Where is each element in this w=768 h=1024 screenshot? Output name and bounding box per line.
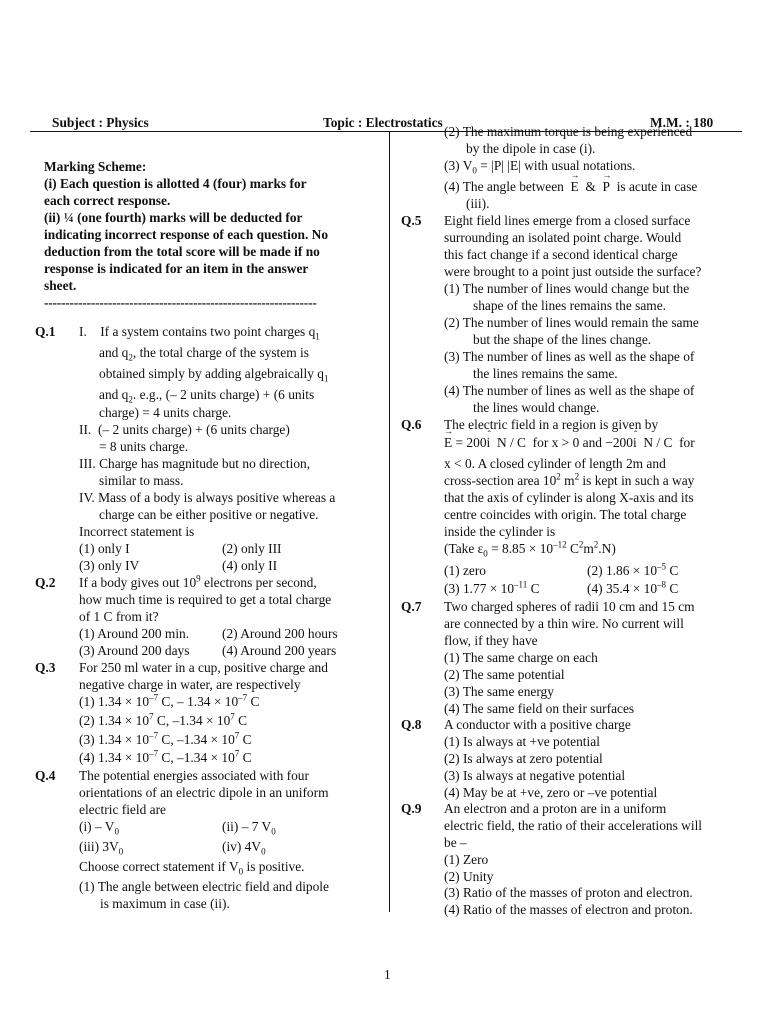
q5-option-1: shape of the lines remains the same. (473, 298, 666, 313)
q4-energy-i: $(i) - V_0$ (79, 819, 119, 837)
q4-option-3: (3) $V_0 = |P|$ |E| with usual notations. (444, 158, 636, 176)
q9-text: electric field, the ratio of their accelerations will (444, 818, 703, 833)
q4-energy-iv: (iv) $4V_0$ (222, 839, 266, 857)
q7-text: Two charged spheres of radii 10 cm and 15 cm (444, 599, 695, 614)
marking-line: sheet. (44, 278, 77, 293)
q1-statement-i: and $q_2$, the total charge of the system is (99, 345, 309, 363)
q7-option-3: (3) The same energy (444, 684, 554, 699)
q9-option-4: (4) Ratio of the masses of electron and proton. (444, 902, 693, 917)
q5-option-4: (4) The number of lines as well as the shape of (444, 383, 695, 398)
q6-option-1: (1) zero (444, 563, 487, 578)
max-marks-label: M.M. : 180 (650, 115, 714, 130)
q9-option-2: (2) Unity (444, 869, 494, 884)
q1-option-2: (2) only III (222, 541, 282, 556)
q8-option-3: (3) Is always at negative potential (444, 768, 626, 783)
q6-text: centre coincides with origin. The total charge (444, 507, 687, 522)
q2-text: of 1 C from it? (79, 609, 159, 624)
q6-option-3: (3) $1.77 \times 10^{-11}$ C (444, 579, 540, 596)
q3-text: For 250 ml water in a cup, positive charge and (79, 660, 328, 675)
q6-text: that the axis of cylinder is along X-axis and its (444, 490, 694, 505)
q6-text: inside the cylinder is (444, 524, 556, 539)
q1-ask: Incorrect statement is (79, 524, 195, 539)
q2-option-3: (3) Around 200 days (79, 643, 190, 658)
q7-text: flow, if they have (444, 633, 538, 648)
q2-text: how much time is required to get a total charge (79, 592, 332, 607)
page-number: 1 (384, 967, 391, 982)
subject-label: Subject : Physics (52, 115, 149, 130)
q4-ask: Choose correct statement if $V_0$ is positive. (79, 859, 305, 877)
q2-option-1: (1) Around 200 min. (79, 626, 190, 641)
q2-option-4: (4) Around 200 years (222, 643, 337, 658)
q5-text: this fact change if a second identical charge (444, 247, 678, 262)
q6-field-expression: → E = 200ˆ i N / C for x > 0 and −200ˆ i N / C for (444, 434, 695, 451)
topic-label: Topic : Electrostatics (323, 115, 443, 130)
q4-text: The potential energies associated with four (79, 768, 309, 783)
question-number: Q.2 (35, 575, 56, 590)
q1-statement-i: charge) = 4 units charge. (99, 405, 232, 420)
q7-option-2: (2) The same potential (444, 667, 565, 682)
q4-energy-ii: (ii) – 7 $V_0$ (222, 819, 276, 837)
q5-option-3: (3) The number of lines as well as the shape of (444, 349, 695, 364)
q3-option-4: (4) $1.34 \times 10^{-7}$ C, $-1.34 \times 10^7$ C (79, 748, 252, 765)
q4-option-4: (iii). (466, 196, 490, 211)
q1-option-1: (1) only I (79, 541, 130, 556)
question-number: Q.1 (35, 324, 56, 339)
q3-text: negative charge in water, are respectively (79, 677, 301, 692)
question-number: Q.6 (401, 417, 422, 432)
q8-option-4: (4) May be at +ve, zero or –ve potential (444, 785, 658, 800)
q4-energy-iii: (iii) $3V_0$ (79, 839, 124, 857)
q6-text: The electric field in a region is given by (444, 417, 659, 432)
q8-option-2: (2) Is always at zero potential (444, 751, 603, 766)
q9-option-1: (1) Zero (444, 852, 489, 867)
q3-option-1: (1) $1.34 \times 10^{-7}$ C, – $1.34 \times 10^{-7}$ C (79, 692, 260, 709)
q1-statement-iv: IV. Mass of a body is always positive whereas a (79, 490, 336, 505)
q4-option-2: by the dipole in case (i). (466, 141, 596, 156)
q4-option-1: (1) The angle between electric field and dipole (79, 879, 329, 894)
q2-option-2: (2) Around 200 hours (222, 626, 338, 641)
q1-statement-i: and $q_2$. e.g., (– 2 units charge) + (6 units (99, 387, 315, 405)
q1-statement-iii: similar to mass. (99, 473, 184, 488)
q5-text: were brought to a point just outside the surface? (444, 264, 702, 279)
q8-text: A conductor with a positive charge (444, 717, 631, 732)
q6-text: cross-section area $10^2$ $m^2$ is kept in such a way (444, 471, 695, 488)
q2-text: If a body gives out $10^9$ electrons per second, (79, 573, 317, 590)
q5-option-1: (1) The number of lines would change but the (444, 281, 690, 296)
marking-line: indicating incorrect response of each question. No (44, 227, 329, 242)
marking-line: deduction from the total score will be made if no (44, 244, 320, 259)
column-divider (389, 131, 390, 912)
q1-option-4: (4) only II (222, 558, 278, 573)
q5-option-3: the lines remains the same. (473, 366, 618, 381)
q5-option-2: but the shape of the lines change. (473, 332, 652, 347)
marking-rule: ---------------------------------------------------------------- (44, 295, 317, 310)
question-number: Q.4 (35, 768, 56, 783)
q1-statement-i: obtained simply by adding algebraically $q_1$ (99, 366, 329, 384)
q6-constant: (Take $\varepsilon_0 = 8.85 \times 10^{-12}$ $C^2m^2.N$) (444, 539, 616, 559)
q4-option-2: (2) The maximum torque is being experienced (444, 124, 693, 139)
q3-option-3: (3) $1.34 \times 10^{-7}$ C, $-1.34 \times 10^7$ C (79, 730, 252, 747)
question-number: Q.5 (401, 213, 422, 228)
question-number: Q.3 (35, 660, 56, 675)
q7-option-4: (4) The same field on their surfaces (444, 701, 635, 716)
q7-option-1: (1) The same charge on each (444, 650, 598, 665)
q8-option-1: (1) Is always at +ve potential (444, 734, 600, 749)
q1-statement-i: I. If a system contains two point charges $q_1$ (79, 324, 320, 342)
q9-text: An electron and a proton are in a uniform (444, 801, 667, 816)
q7-text: are connected by a thin wire. No current will (444, 616, 684, 631)
q5-text: surrounding an isolated point charge. Would (444, 230, 682, 245)
q5-option-2: (2) The number of lines would remain the same (444, 315, 699, 330)
marking-line: each correct response. (44, 193, 171, 208)
marking-line: response is indicated for an item in the answer (44, 261, 309, 276)
question-number: Q.8 (401, 717, 422, 732)
q1-statement-ii: II. (– 2 units charge) + (6 units charge) (79, 422, 290, 437)
q4-text: electric field are (79, 802, 166, 817)
q6-option-2: (2) $1.86 \times 10^{-5}$ C (587, 561, 679, 578)
marking-scheme-title: Marking Scheme: (44, 159, 147, 174)
q6-text: x < 0. A closed cylinder of length 2m and (444, 456, 666, 471)
q3-option-2: (2) $1.34 \times 10^7$ C, $-1.34 \times 10^7$ C (79, 711, 248, 728)
marking-line: (ii) ¼ (one fourth) marks will be deducted for (44, 210, 303, 225)
q5-option-4: the lines would change. (473, 400, 600, 415)
marking-line: (i) Each question is allotted 4 (four) marks for (44, 176, 307, 191)
q9-option-3: (3) Ratio of the masses of proton and electron. (444, 885, 693, 900)
question-number: Q.9 (401, 801, 422, 816)
q6-option-4: (4) $35.4 \times 10^{-8}$ C (587, 579, 679, 596)
q5-text: Eight field lines emerge from a closed surface (444, 213, 691, 228)
q9-text: be – (444, 835, 467, 850)
question-number: Q.7 (401, 599, 422, 614)
q1-option-3: (3) only IV (79, 558, 140, 573)
q1-statement-iv: charge can be either positive or negative. (99, 507, 319, 522)
q4-text: orientations of an electric dipole in an uniform (79, 785, 329, 800)
q4-option-1: is maximum in case (ii). (100, 896, 230, 911)
q1-statement-iii: III. Charge has magnitude but no direction, (79, 456, 311, 471)
q4-option-4: (4) The angle between → E & → P is acute in case (444, 178, 697, 195)
q1-statement-ii: = 8 units charge. (99, 439, 189, 454)
